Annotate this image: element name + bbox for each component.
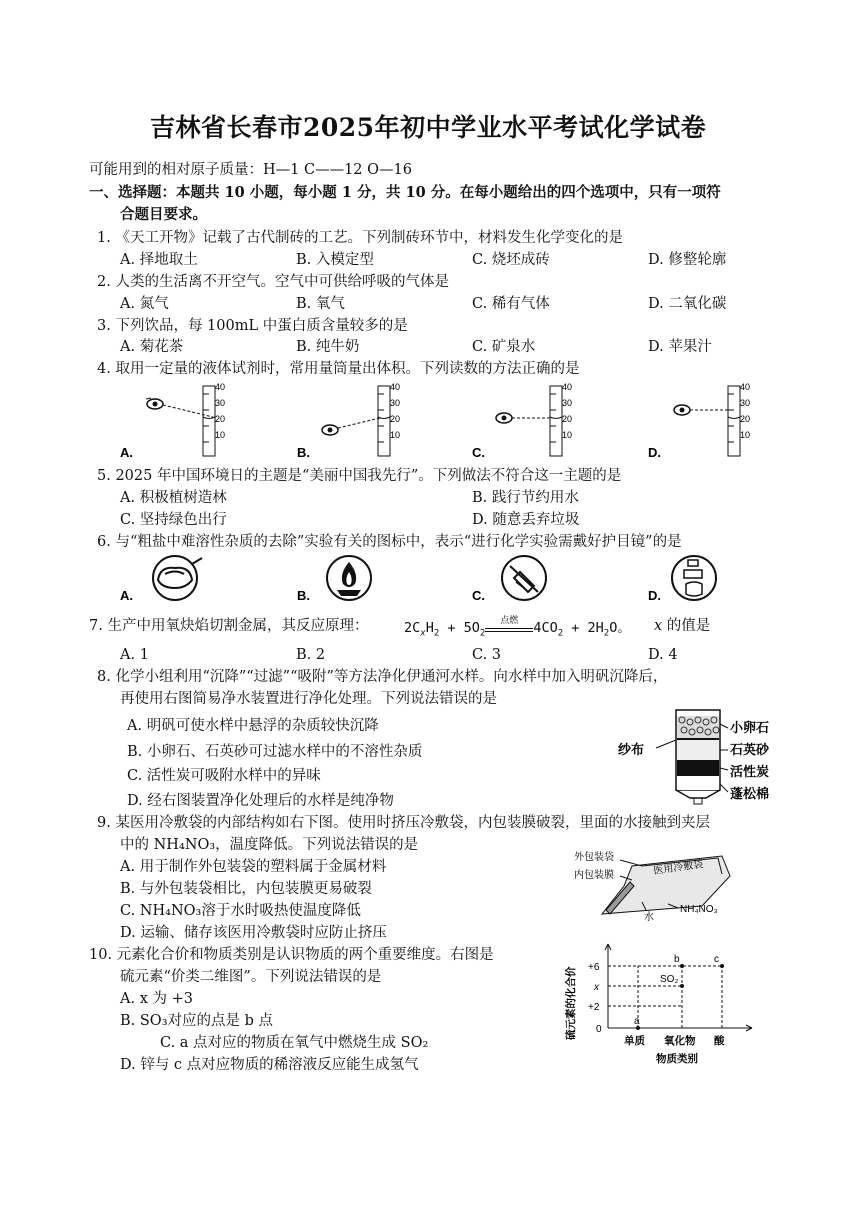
cylinder-d-figure (668, 382, 758, 462)
eq-arrow (485, 616, 533, 632)
q7-option-d: D. 4 (648, 647, 678, 663)
svg-text:40: 40 (390, 382, 401, 392)
svg-text:A.: A. (120, 445, 133, 460)
svg-text:20: 20 (740, 414, 751, 424)
svg-text:水: 水 (644, 912, 654, 923)
hot-plate-icon (153, 556, 202, 600)
q3-option-b: B. 纯牛奶 (296, 339, 360, 355)
q1-option-a: A. 择地取土 (120, 252, 198, 268)
q5-option-a: A. 积极植树造林 (120, 490, 227, 506)
svg-text:外包装袋: 外包装袋 (574, 852, 614, 863)
q7-option-c: C. 3 (472, 647, 502, 663)
q6-icon-d (648, 554, 748, 606)
svg-text:a: a (634, 1016, 640, 1027)
svg-text:酸: 酸 (714, 1035, 725, 1047)
q9-option-d: D. 运输、储存该医用冷敷袋时应防止挤压 (120, 925, 387, 941)
svg-text:B.: B. (297, 445, 310, 460)
q8-stem: 8. 化学小组利用“沉降”“过滤”“吸附”等方法净化伊通河水样。向水样中加入明矾沉降后， (97, 669, 668, 685)
eq-c: 2C (404, 620, 421, 636)
q2-option-c: C. 稀有气体 (472, 296, 550, 312)
q2-stem: 2. 人类的生活离不开空气。空气中可供给呼吸的气体是 (97, 274, 449, 290)
pebble-layer (677, 716, 719, 738)
eye-icon (146, 398, 163, 409)
q8-stem-cont: 再使用右图简易净水装置进行净化处理。下列说法错误的是 (120, 691, 497, 707)
q10-option-b: B. SO₃对应的点是 b 点 (120, 1013, 274, 1029)
q9-stem-cont: 中的 NH₄NO₃，温度降低。下列说法错误的是 (120, 837, 419, 853)
section-heading: 一、选择题：本题共 10 小题，每小题 1 分，共 10 分。在每小题给出的四个选项中，只有一项符 (89, 184, 721, 201)
svg-text:NH₄NO₃: NH₄NO₃ (680, 904, 718, 915)
q6-icon-c (472, 554, 572, 606)
eq-h2o: + 2H (563, 620, 604, 636)
page-title: 吉林省长春市2025年初中学业水平考试化学试卷 (150, 113, 707, 142)
q1-option-c: C. 烧坯成砖 (472, 252, 550, 268)
q10-stem-cont: 硫元素“价类二维图”。下列说法错误的是 (120, 969, 382, 985)
cotton-layer (677, 776, 719, 790)
q7-stem: 7. 生产中用氧炔焰切割金属，其反应原理： (89, 618, 369, 634)
svg-text:40: 40 (740, 382, 751, 392)
eq-co2: 4CO (533, 620, 558, 636)
q2-option-a: A. 氮气 (120, 296, 169, 312)
q8-option-d: D. 经右图装置净化处理后的水样是纯净物 (127, 793, 394, 809)
q6-icon-a (120, 554, 220, 606)
eq-sub-2: 2 (433, 628, 440, 639)
q9-stem: 9. 某医用冷敷袋的内部结构如右下图。使用时挤压冷敷袋，内包装膜破裂，里面的水接触到夹层 (97, 815, 710, 831)
svg-text:石英砂: 石英砂 (730, 742, 770, 757)
carbon-layer (677, 762, 719, 776)
svg-text:40: 40 (562, 382, 573, 392)
eye-icon (674, 405, 690, 415)
svg-text:30: 30 (215, 398, 226, 408)
svg-text:+6: +6 (588, 962, 600, 973)
atomic-masses: 可能用到的相对原子质量：H—1 C——12 O—16 (89, 162, 412, 178)
eye-icon (322, 425, 338, 435)
q10-option-c: C. a 点对应的物质在氧气中燃烧生成 SO₂ (160, 1035, 429, 1051)
section-heading-cont: 合题目要求。 (120, 206, 207, 223)
q4-stem: 4. 取用一定量的液体试剂时，常用量筒量出体积。下列读数的方法正确的是 (97, 361, 580, 377)
svg-text:D.: D. (648, 445, 661, 460)
svg-text:10: 10 (562, 430, 573, 440)
svg-text:SO₂: SO₂ (660, 974, 679, 985)
q6-stem: 6. 与“粗盐中难溶性杂质的去除”实验有关的图标中，表示“进行化学实验需戴好护目镜”的是 (97, 534, 682, 550)
q10-option-d: D. 锌与 c 点对应物质的稀溶液反应能生成氢气 (120, 1057, 419, 1073)
svg-text:氧化物: 氧化物 (664, 1035, 696, 1047)
q6-icon-b (297, 554, 397, 606)
svg-text:10: 10 (215, 430, 226, 440)
svg-text:0: 0 (596, 1024, 602, 1035)
q1-option-b: B. 入模定型 (296, 252, 374, 268)
svg-text:20: 20 (390, 414, 401, 424)
eq-o2: + 5O (439, 620, 480, 636)
q5-option-b: B. 践行节约用水 (472, 490, 579, 506)
svg-text:30: 30 (390, 398, 401, 408)
cylinder-b-figure (318, 382, 401, 462)
svg-text:硫元素的化合价: 硫元素的化合价 (565, 966, 577, 1040)
svg-text:20: 20 (215, 414, 226, 424)
eq-sub-2d: 2 (603, 628, 610, 639)
svg-text:活性炭: 活性炭 (730, 764, 770, 779)
svg-text:B.: B. (297, 588, 310, 603)
flame-icon (327, 556, 371, 600)
q7-option-b: B. 2 (296, 647, 326, 663)
eq-sub-2b: 2 (479, 628, 486, 639)
q3-option-c: C. 矿泉水 (472, 339, 536, 355)
svg-text:c: c (714, 954, 719, 965)
svg-text:内包装膜: 内包装膜 (574, 870, 614, 881)
q7-tail (654, 616, 710, 636)
svg-text:A.: A. (120, 588, 133, 603)
point-b (680, 964, 684, 968)
q8-option-c: C. 活性炭可吸附水样中的异味 (127, 768, 321, 784)
svg-text:C.: C. (472, 445, 485, 460)
q1-stem: 1. 《天工开物》记载了古代制砖的工艺。下列制砖环节中，材料发生化学变化的是 (97, 230, 623, 246)
svg-text:物质类别: 物质类别 (656, 1053, 698, 1065)
svg-text:单质: 单质 (624, 1035, 645, 1047)
q9-option-a: A. 用于制作外包装袋的塑料属于金属材料 (120, 859, 387, 875)
q9-option-c: C. NH₄NO₃溶于水时吸热使温度降低 (120, 903, 361, 919)
q3-option-d: D. 苹果汁 (648, 339, 712, 355)
q7-x-var: x (654, 618, 663, 634)
q2-option-b: B. 氧气 (296, 296, 345, 312)
q2-option-d: D. 二氧化碳 (648, 296, 727, 312)
eye-icon (496, 413, 512, 423)
svg-text:30: 30 (562, 398, 573, 408)
svg-text:+2: +2 (588, 1002, 600, 1013)
svg-text:40: 40 (215, 382, 226, 392)
svg-text:20: 20 (562, 414, 573, 424)
cylinder-a-figure (143, 382, 226, 462)
sand-layer (677, 740, 719, 760)
q8-option-a: A. 明矾可使水样中悬浮的杂质较快沉降 (127, 718, 379, 734)
q5-option-d: D. 随意丢弃垃圾 (472, 512, 580, 528)
q7-equation (404, 618, 631, 644)
eq-o: O。 (609, 620, 631, 636)
q1-option-d: D. 修整轮廓 (648, 252, 727, 268)
hand-wash-icon (672, 556, 716, 600)
point-c (720, 964, 724, 968)
q8-option-b: B. 小卵石、石英砂可过滤水样中的不溶性杂质 (127, 744, 423, 760)
cylinder-c-figure (490, 382, 573, 462)
cold-pack-figure (572, 846, 772, 926)
eq-h: H (425, 620, 434, 636)
svg-text:10: 10 (390, 430, 401, 440)
q7-tail-text: 的值是 (666, 618, 711, 634)
q5-stem: 5. 2025 年中国环境日的主题是“美丽中国我先行”。下列做法不符合这一主题的是 (97, 468, 622, 484)
point-so2 (680, 984, 684, 988)
svg-text:30: 30 (740, 398, 751, 408)
svg-text:x: x (594, 982, 599, 993)
q3-option-a: A. 菊花茶 (120, 339, 184, 355)
svg-text:纱布: 纱布 (618, 742, 645, 757)
q7-option-a: A. 1 (120, 647, 149, 663)
eq-sub-2c: 2 (557, 628, 564, 639)
valence-class-chart (562, 940, 762, 1070)
svg-text:10: 10 (740, 430, 751, 440)
q9-option-b: B. 与外包装袋相比，内包装膜更易破裂 (120, 881, 372, 897)
test-tube-icon (502, 556, 546, 600)
eq-x: x (420, 628, 426, 639)
svg-text:C.: C. (472, 588, 485, 603)
svg-text:小卵石: 小卵石 (730, 720, 770, 735)
water-filter-figure (610, 704, 790, 804)
q5-option-c: C. 坚持绿色出行 (120, 512, 227, 528)
svg-text:医用冷敷袋: 医用冷敷袋 (652, 859, 704, 877)
svg-text:蓬松棉: 蓬松棉 (730, 786, 770, 801)
q10-option-a: A. x 为 +3 (120, 991, 193, 1007)
q3-stem: 3. 下列饮品，每 100mL 中蛋白质含量较多的是 (97, 318, 408, 334)
svg-text:D.: D. (648, 588, 661, 603)
svg-text:b: b (674, 954, 680, 965)
eq-condition: 点燃 (500, 616, 519, 626)
q10-stem: 10. 元素化合价和物质类别是认识物质的两个重要维度。右图是 (89, 947, 494, 963)
